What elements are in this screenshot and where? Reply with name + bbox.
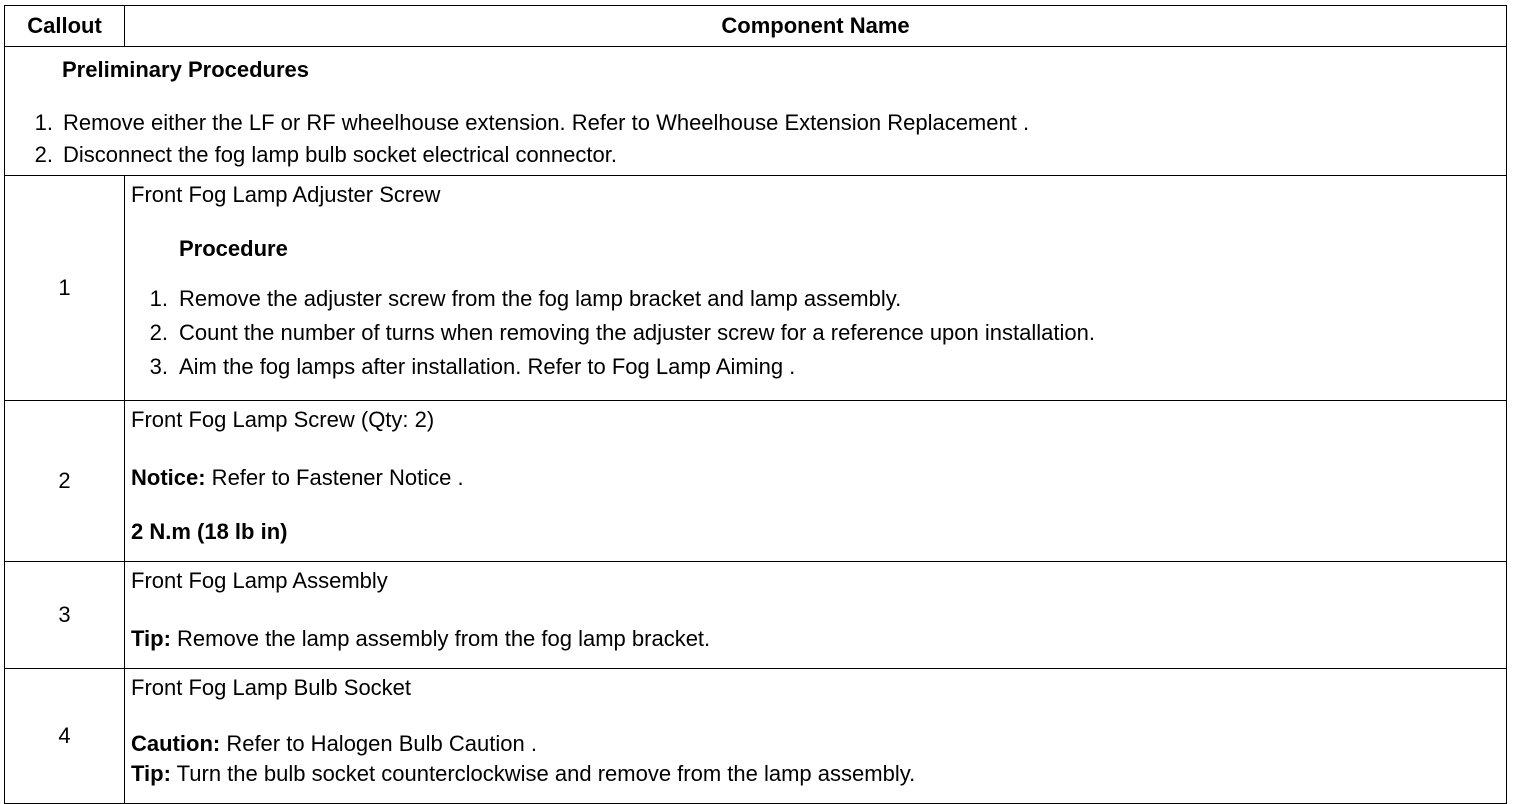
preliminary-row	[5, 47, 1507, 176]
table-row	[5, 401, 1507, 562]
callout-header: Callout	[5, 6, 125, 47]
list-item	[131, 350, 1498, 384]
component-name: Front Fog Lamp Bulb Socket	[131, 675, 412, 700]
step-text: Count the number of turns when removing the adjuster screw for a reference upon installation.	[179, 319, 1095, 345]
step-number: 1.	[34, 109, 53, 135]
procedure-steps	[131, 282, 1498, 384]
notice-text: Refer to Fastener Notice .	[205, 464, 464, 490]
caution-text: Refer to Halogen Bulb Caution .	[220, 730, 537, 756]
preliminary-title: Preliminary Procedures	[62, 57, 310, 82]
component-name: Front Fog Lamp Screw (Qty: 2)	[131, 407, 435, 432]
step-text: Remove the adjuster screw from the fog lamp bracket and lamp assembly.	[179, 285, 902, 311]
tip-label: Tip:	[131, 760, 171, 786]
component-table	[4, 5, 1507, 804]
tip-line	[131, 622, 1498, 656]
table-header-row	[5, 6, 1507, 47]
step-text: Remove either the LF or RF wheelhouse extension. Refer to Wheelhouse Extension Replacement .	[63, 109, 1030, 135]
step-number: 2.	[149, 319, 168, 345]
tip-line	[131, 759, 1498, 789]
table-row	[5, 562, 1507, 669]
step-text: Aim the fog lamps after installation. Refer to Fog Lamp Aiming .	[179, 353, 796, 379]
preliminary-steps	[5, 107, 1498, 171]
list-item	[5, 139, 1498, 171]
list-item	[5, 107, 1498, 139]
table-row	[5, 176, 1507, 401]
tip-text: Remove the lamp assembly from the fog lamp bracket.	[170, 625, 711, 651]
callout-number: 2	[5, 401, 125, 562]
list-item	[131, 316, 1498, 350]
notice-line	[131, 461, 1498, 495]
step-number: 3.	[149, 353, 168, 379]
callout-number: 4	[5, 669, 125, 804]
callout-number: 3	[5, 562, 125, 669]
torque-spec: 2 N.m (18 lb in)	[131, 518, 288, 544]
component-cell	[125, 176, 1507, 401]
step-number: 1.	[149, 285, 168, 311]
caution-line	[131, 729, 1498, 759]
component-cell	[125, 562, 1507, 669]
procedure-title: Procedure	[179, 236, 288, 261]
step-text: Disconnect the fog lamp bulb socket electrical connector.	[63, 141, 617, 167]
step-number: 2.	[34, 141, 53, 167]
component-name: Front Fog Lamp Assembly	[131, 568, 388, 593]
tip-text: Turn the bulb socket counterclockwise and remove from the lamp assembly.	[170, 760, 916, 786]
caution-label: Caution:	[131, 730, 221, 756]
component-cell	[125, 669, 1507, 804]
component-name-header: Component Name	[125, 6, 1507, 47]
component-name: Front Fog Lamp Adjuster Screw	[131, 182, 441, 207]
preliminary-cell	[5, 47, 1507, 176]
component-cell	[125, 401, 1507, 562]
table-row	[5, 669, 1507, 804]
list-item	[131, 282, 1498, 316]
notice-label: Notice:	[131, 464, 206, 490]
tip-label: Tip:	[131, 625, 171, 651]
callout-number: 1	[5, 176, 125, 401]
